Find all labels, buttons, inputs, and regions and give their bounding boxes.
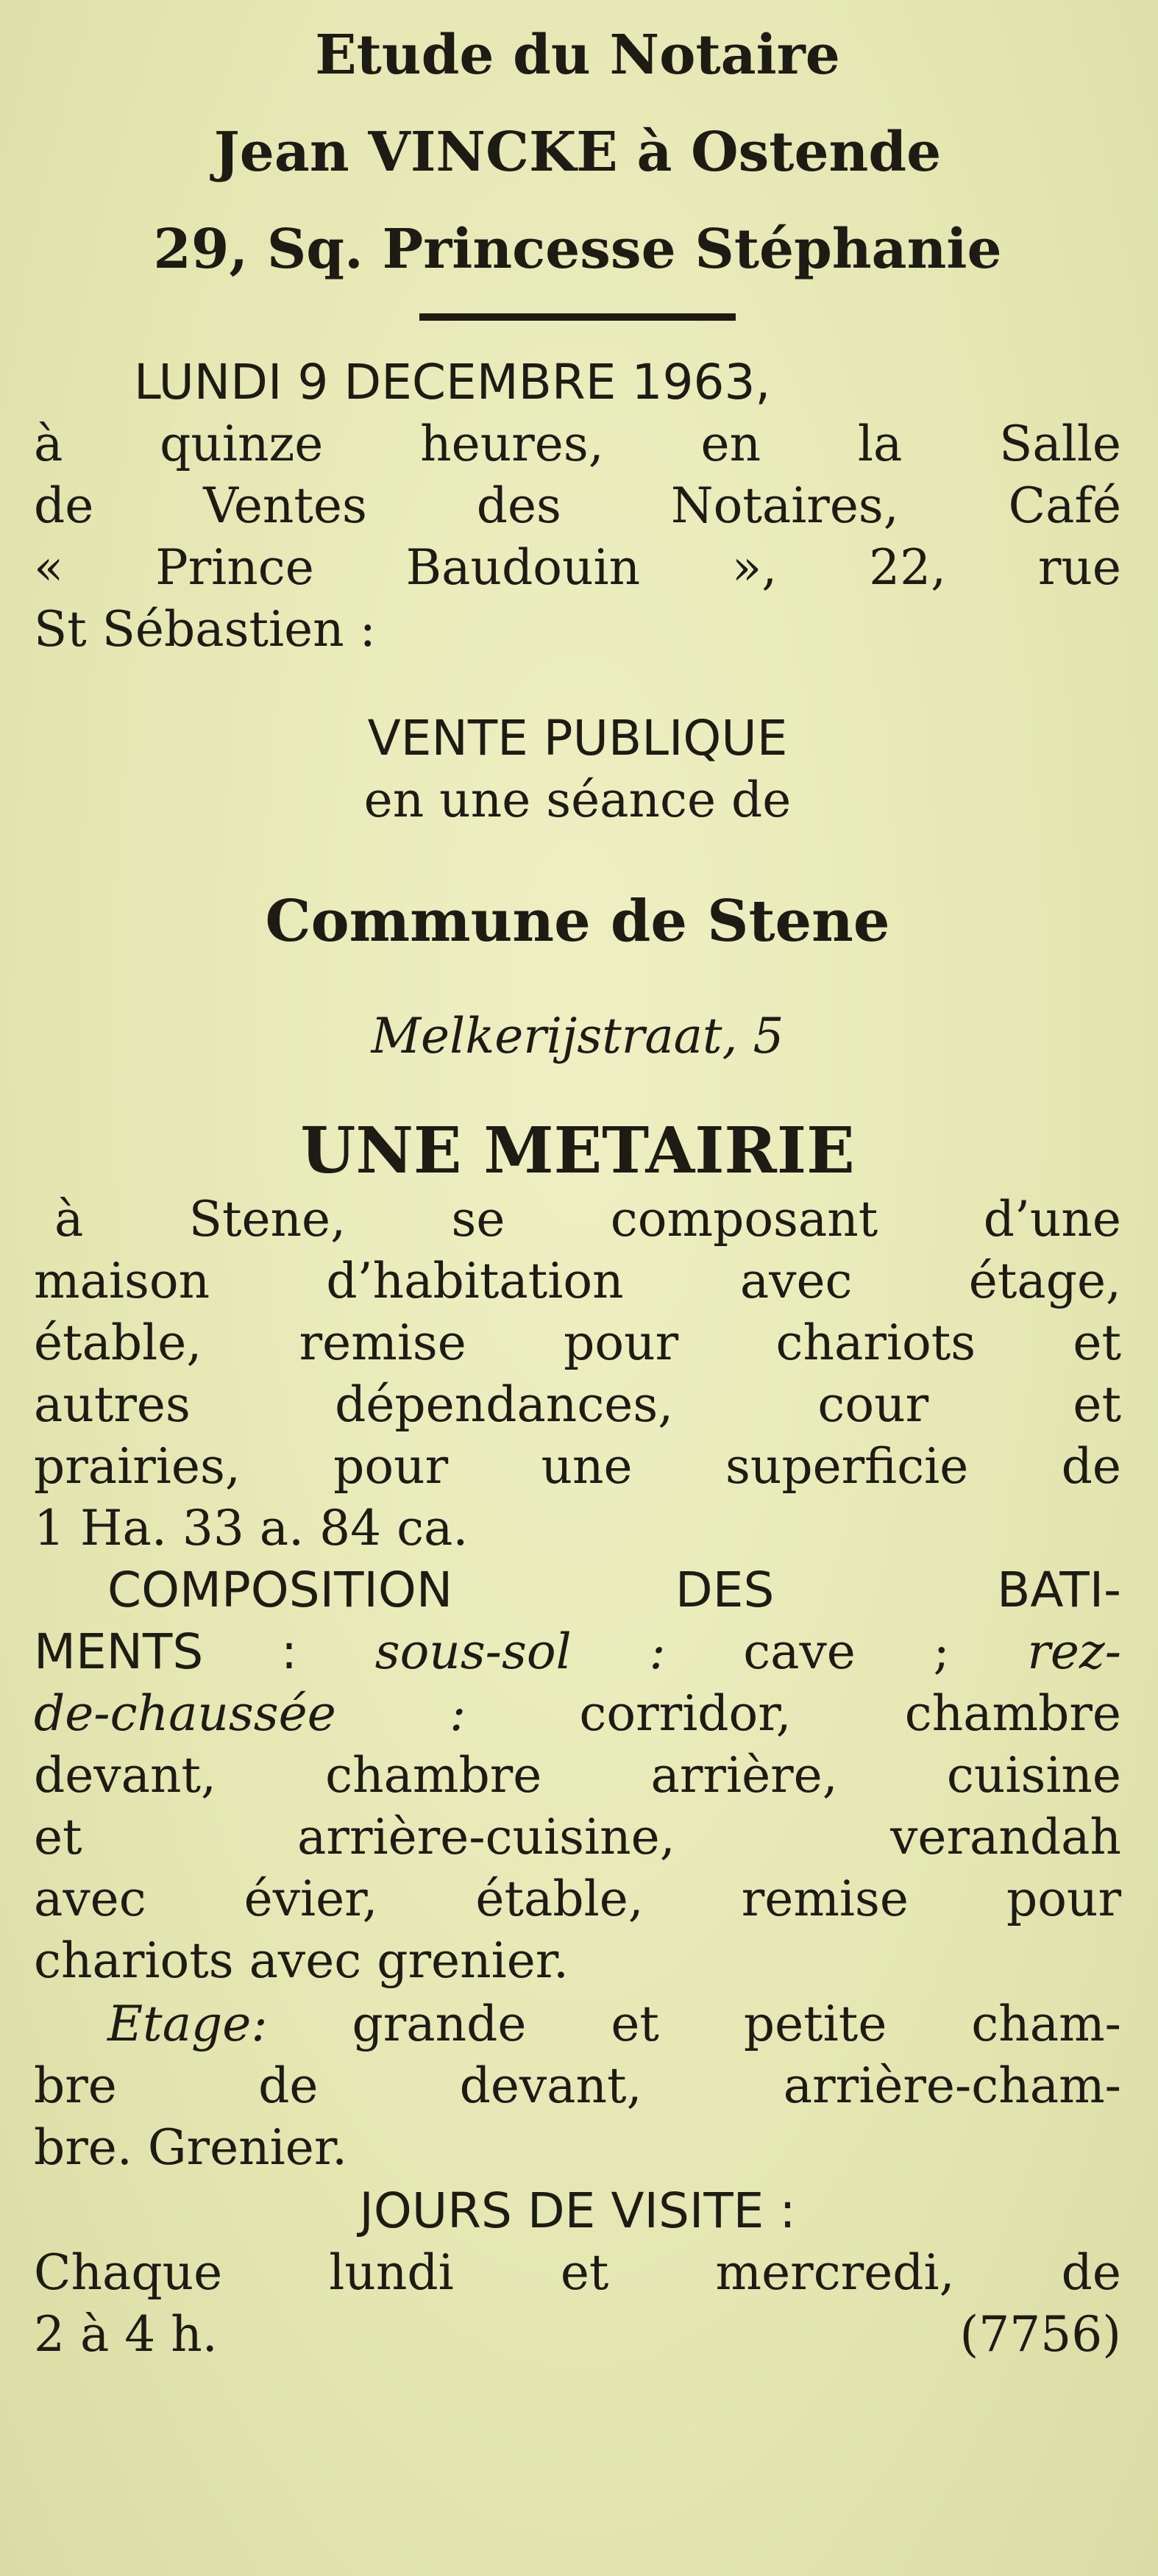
property-line: maison d’habitation avec étage, — [34, 1253, 1121, 1309]
etage-line: bre de devant, arrière-cham- — [34, 2057, 1121, 2114]
etage-line: bre. Grenier. — [34, 2119, 348, 2176]
visits-last-line — [34, 2304, 1121, 2366]
notary-office-title: Etude du Notaire — [315, 24, 840, 87]
sale-type-line: en une séance de — [363, 772, 792, 828]
composition-heading: COMPOSITION DES BATI- — [107, 1562, 1121, 1618]
sale-type — [34, 708, 1121, 831]
commune-name: Commune de Stene — [265, 888, 890, 955]
property-line: autres dépendances, cour et — [34, 1376, 1121, 1433]
intro-line: « Prince Baudouin », 22, rue — [34, 539, 1121, 596]
notice-reference: (7756) — [959, 2306, 1121, 2363]
basement-label: sous-sol : — [374, 1623, 666, 1680]
composition-line: devant, chambre arrière, cuisine — [34, 1747, 1121, 1804]
property-line: à Stene, se composant d’une — [54, 1191, 1121, 1248]
visits-heading: JOURS DE VISITE : — [359, 2182, 796, 2239]
upper-floor-description — [34, 1993, 1121, 2179]
sale-date: LUNDI 9 DECEMBRE 1963, — [134, 354, 771, 410]
divider-rule — [419, 313, 736, 321]
visits-line: Chaque lundi et mercredi, de — [34, 2244, 1121, 2301]
property-line: prairies, pour une superficie de — [34, 1438, 1121, 1495]
property-heading: UNE METAIRIE — [300, 1114, 855, 1188]
buildings-composition — [34, 1559, 1121, 1992]
street-address: Melkerijstraat, 5 — [371, 1008, 784, 1064]
property-line: étable, remise pour chariots et — [34, 1314, 1121, 1371]
etage-rooms: grande et petite cham- — [352, 1996, 1121, 2052]
composition-line: et arrière-cuisine, verandah — [34, 1809, 1121, 1865]
composition-line: chariots avec grenier. — [34, 1932, 569, 1989]
intro-line: de Ventes des Notaires, Café — [34, 477, 1121, 534]
notary-name: Jean VINCKE à Ostende — [213, 121, 942, 184]
composition-heading-end: MENTS : — [34, 1623, 298, 1680]
composition-line — [34, 1683, 1121, 1745]
etage-label: Etage: — [107, 1996, 268, 2052]
notary-address: 29, Sq. Princesse Stéphanie — [153, 218, 1002, 281]
intro-line: St Sébastien : — [34, 601, 376, 658]
composition-line — [34, 1621, 1121, 1683]
visits-hours: 2 à 4 h. — [34, 2306, 218, 2363]
composition-line: avec évier, étable, remise pour — [34, 1871, 1121, 1927]
intro-line: à quinze heures, en la Salle — [34, 416, 1121, 472]
sale-intro — [34, 352, 1121, 661]
etage-line — [34, 1993, 1121, 2055]
ground-floor-label-start: rez- — [1027, 1623, 1122, 1680]
ground-floor-rooms: corridor, chambre — [579, 1685, 1121, 1742]
property-area: 1 Ha. 33 a. 84 ca. — [34, 1500, 469, 1556]
property-description — [34, 1189, 1121, 1559]
sale-type-heading: VENTE PUBLIQUE — [367, 710, 788, 766]
ground-floor-label-end: de-chaussée : — [34, 1685, 466, 1742]
basement-value: cave ; — [743, 1623, 950, 1680]
visiting-days — [34, 2180, 1121, 2366]
